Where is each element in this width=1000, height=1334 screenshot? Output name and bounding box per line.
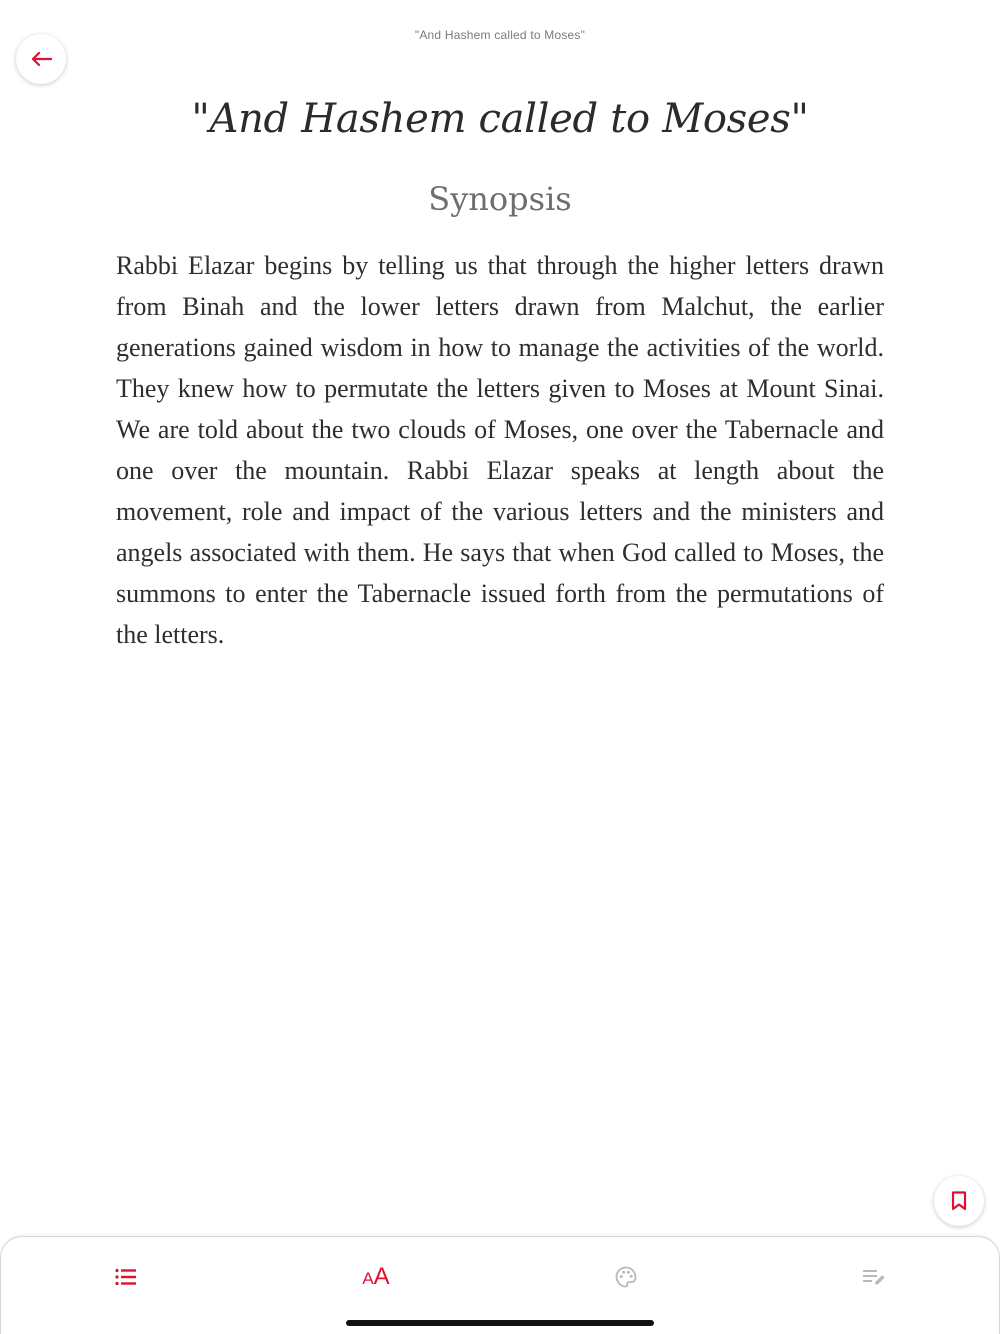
bookmark-icon (951, 1191, 967, 1211)
tab-notes[interactable] (844, 1259, 904, 1295)
bookmark-button[interactable] (934, 1176, 984, 1226)
home-indicator (346, 1320, 654, 1326)
top-caption: "And Hashem called to Moses" (414, 28, 586, 42)
list-icon (115, 1268, 137, 1286)
synopsis-text: Rabbi Elazar begins by telling us that through the higher letters drawn from Binah and the lower letters drawn from Malchut, the earlier generations gained wisdom in how to manage the activities of the world. They knew how to permutate the letters given to Moses at Mount Sinai. We are told about the two clouds of Moses, one over the Tabernacle and one over the mountain. Rabbi Elazar speaks at length about the movement, role and impact of the various letters and the ministers and angels associated with them. He says that when God called to Moses, the summons to enter the Tabernacle issued forth from the permutations of the letters. (116, 251, 884, 649)
palette-icon (615, 1266, 637, 1288)
arrow-left-icon (30, 51, 52, 67)
section-heading: Synopsis (428, 180, 572, 218)
font-size-icon: AA (362, 1263, 390, 1290)
back-button[interactable] (16, 34, 66, 84)
tab-table-of-contents[interactable] (96, 1259, 156, 1295)
notes-edit-icon (862, 1268, 886, 1286)
chapter-title: "And Hashem called to Moses" (191, 96, 809, 142)
tab-theme[interactable] (596, 1259, 656, 1295)
tab-font-size[interactable] (346, 1259, 406, 1295)
